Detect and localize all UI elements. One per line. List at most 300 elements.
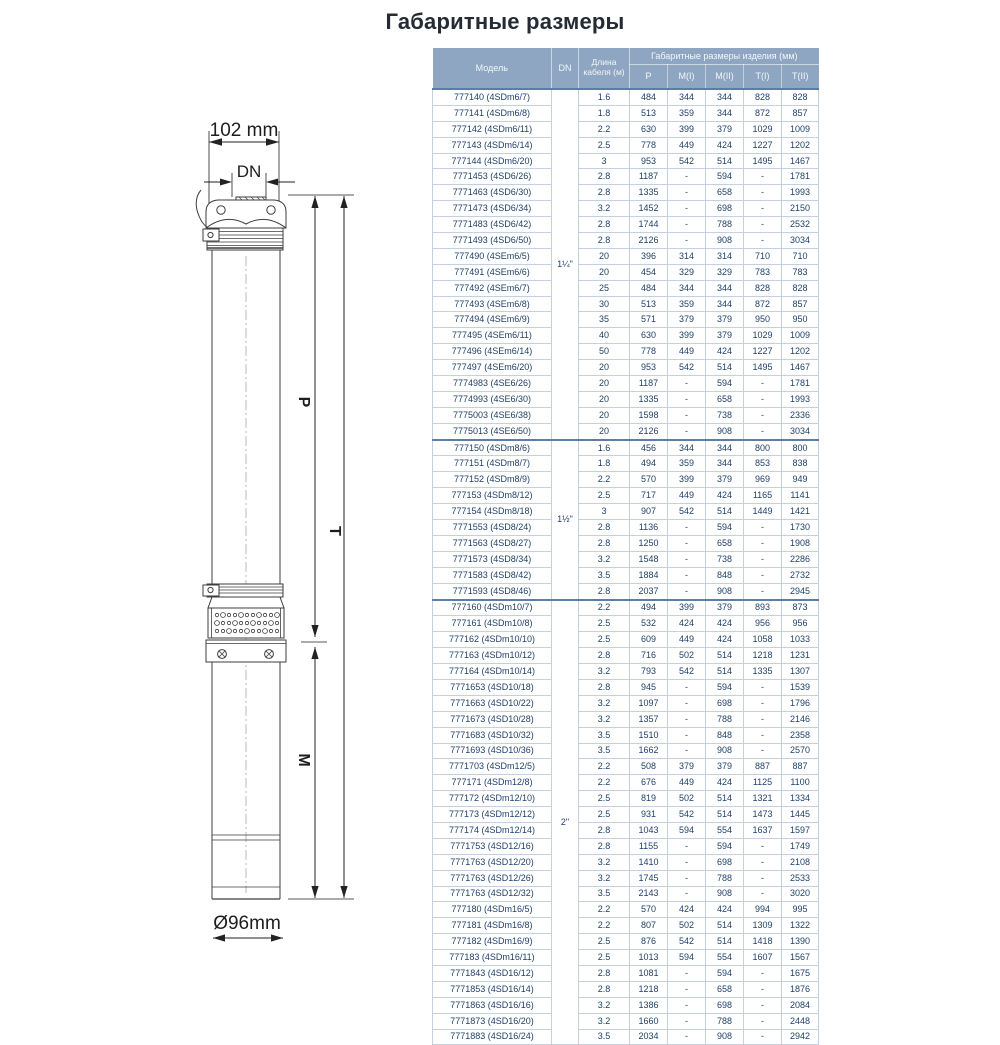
value-cell: -	[668, 567, 706, 583]
value-cell: -	[744, 520, 782, 536]
value-cell: -	[668, 520, 706, 536]
table-row	[433, 169, 819, 185]
model-cell: 777164 (4SDm10/14)	[433, 664, 552, 680]
model-cell: 7771463 (4SD6/30)	[433, 185, 552, 201]
value-cell: 738	[706, 407, 744, 423]
value-cell: 908	[706, 886, 744, 902]
value-cell: 1335	[630, 391, 668, 407]
table-row	[433, 520, 819, 536]
value-cell: 3.5	[579, 743, 630, 759]
value-cell: 1100	[782, 775, 819, 791]
value-cell: 594	[706, 679, 744, 695]
value-cell: 570	[630, 472, 668, 488]
dn-cell: 2"	[552, 600, 579, 1045]
value-cell: 571	[630, 312, 668, 328]
model-cell: 7774993 (4SE6/30)	[433, 391, 552, 407]
value-cell: 873	[782, 600, 819, 616]
value-cell: 424	[706, 344, 744, 360]
table-row	[433, 838, 819, 854]
value-cell: 1029	[744, 121, 782, 137]
value-cell: 1675	[782, 965, 819, 981]
table-row	[433, 280, 819, 296]
table-row	[433, 312, 819, 328]
value-cell: 630	[630, 121, 668, 137]
value-cell: 876	[630, 934, 668, 950]
dn-cell: 1¼"	[552, 89, 579, 440]
value-cell: 908	[706, 1029, 744, 1045]
value-cell: -	[668, 583, 706, 599]
value-cell: 2533	[782, 870, 819, 886]
table-body	[433, 89, 819, 1045]
table-row	[433, 759, 819, 775]
model-cell: 7771493 (4SD6/50)	[433, 233, 552, 249]
value-cell: 554	[706, 950, 744, 966]
value-cell: 379	[706, 312, 744, 328]
value-cell: -	[668, 743, 706, 759]
model-cell: 7771843 (4SD16/12)	[433, 965, 552, 981]
model-cell: 777153 (4SDm8/12)	[433, 488, 552, 504]
value-cell: 800	[744, 440, 782, 456]
value-cell: 848	[706, 727, 744, 743]
value-cell: 3.5	[579, 886, 630, 902]
value-cell: -	[668, 870, 706, 886]
table-row	[433, 902, 819, 918]
value-cell: 857	[782, 296, 819, 312]
value-cell: 20	[579, 376, 630, 392]
value-cell: 609	[630, 632, 668, 648]
value-cell: 399	[668, 121, 706, 137]
value-cell: 379	[706, 328, 744, 344]
value-cell: 1081	[630, 965, 668, 981]
value-cell: 514	[706, 153, 744, 169]
value-cell: 658	[706, 535, 744, 551]
value-cell: 953	[630, 360, 668, 376]
value-cell: 717	[630, 488, 668, 504]
value-cell: 502	[668, 648, 706, 664]
value-cell: -	[744, 679, 782, 695]
value-cell: 3.2	[579, 664, 630, 680]
dimensions-table	[432, 48, 818, 1045]
value-cell: -	[668, 886, 706, 902]
value-cell: 542	[668, 153, 706, 169]
value-cell: 1993	[782, 185, 819, 201]
value-cell: 35	[579, 312, 630, 328]
table-row	[433, 89, 819, 105]
value-cell: 3	[579, 153, 630, 169]
value-cell: 1202	[782, 344, 819, 360]
value-cell: 314	[668, 248, 706, 264]
value-cell: -	[744, 169, 782, 185]
value-cell: 658	[706, 981, 744, 997]
table-row	[433, 616, 819, 632]
model-cell: 777496 (4SEm6/14)	[433, 344, 552, 360]
value-cell: 542	[668, 807, 706, 823]
value-cell: 956	[744, 616, 782, 632]
value-cell: -	[668, 981, 706, 997]
table-row	[433, 679, 819, 695]
value-cell: 1445	[782, 807, 819, 823]
value-cell: 1033	[782, 632, 819, 648]
value-cell: -	[668, 965, 706, 981]
value-cell: 1410	[630, 854, 668, 870]
value-cell: 3.5	[579, 727, 630, 743]
value-cell: 778	[630, 344, 668, 360]
value-cell: 630	[630, 328, 668, 344]
value-cell: 2448	[782, 1013, 819, 1029]
table-row	[433, 472, 819, 488]
value-cell: 2.8	[579, 822, 630, 838]
value-cell: 1187	[630, 169, 668, 185]
value-cell: 1321	[744, 791, 782, 807]
value-cell: 449	[668, 632, 706, 648]
value-cell: 1.8	[579, 456, 630, 472]
value-cell: 1467	[782, 360, 819, 376]
table-row	[433, 201, 819, 217]
value-cell: -	[744, 423, 782, 439]
value-cell: 1749	[782, 838, 819, 854]
model-cell: 777172 (4SDm12/10)	[433, 791, 552, 807]
value-cell: 3034	[782, 233, 819, 249]
value-cell: 2.5	[579, 488, 630, 504]
value-cell: 2.2	[579, 775, 630, 791]
value-cell: 1009	[782, 121, 819, 137]
model-cell: 777151 (4SDm8/7)	[433, 456, 552, 472]
t-dimension-label: T	[326, 526, 343, 536]
value-cell: 514	[706, 918, 744, 934]
model-cell: 7771883 (4SD16/24)	[433, 1029, 552, 1045]
table-row	[433, 456, 819, 472]
value-cell: 783	[782, 264, 819, 280]
table-row	[433, 965, 819, 981]
table-row	[433, 870, 819, 886]
model-cell: 7771873 (4SD16/20)	[433, 1013, 552, 1029]
value-cell: 2037	[630, 583, 668, 599]
value-cell: 2.8	[579, 648, 630, 664]
value-cell: 594	[706, 838, 744, 854]
value-cell: 887	[744, 759, 782, 775]
value-cell: 1597	[782, 822, 819, 838]
value-cell: 969	[744, 472, 782, 488]
value-cell: -	[744, 217, 782, 233]
model-cell: 777141 (4SDm6/8)	[433, 105, 552, 121]
value-cell: 2286	[782, 551, 819, 567]
model-cell: 777180 (4SDm16/5)	[433, 902, 552, 918]
value-cell: -	[744, 695, 782, 711]
value-cell: 1.8	[579, 105, 630, 121]
value-cell: 3034	[782, 423, 819, 439]
value-cell: 2.8	[579, 965, 630, 981]
value-cell: -	[668, 695, 706, 711]
model-cell: 7771483 (4SD6/42)	[433, 217, 552, 233]
value-cell: 1.6	[579, 89, 630, 105]
model-cell: 7771593 (4SD8/46)	[433, 583, 552, 599]
value-cell: 484	[630, 89, 668, 105]
value-cell: 1781	[782, 376, 819, 392]
table-row	[433, 233, 819, 249]
value-cell: 514	[706, 360, 744, 376]
value-cell: 2143	[630, 886, 668, 902]
value-cell: 1250	[630, 535, 668, 551]
table-row	[433, 407, 819, 423]
value-cell: 2.8	[579, 217, 630, 233]
value-cell: 1745	[630, 870, 668, 886]
value-cell: 454	[630, 264, 668, 280]
value-cell: 424	[706, 632, 744, 648]
value-cell: -	[744, 535, 782, 551]
model-cell: 7771693 (4SD10/36)	[433, 743, 552, 759]
table-row	[433, 822, 819, 838]
value-cell: 2.8	[579, 981, 630, 997]
model-cell: 7771853 (4SD16/14)	[433, 981, 552, 997]
value-cell: 532	[630, 616, 668, 632]
value-cell: -	[744, 567, 782, 583]
value-cell: 399	[668, 328, 706, 344]
value-cell: 2358	[782, 727, 819, 743]
table-row	[433, 185, 819, 201]
value-cell: 594	[706, 520, 744, 536]
model-cell: 777162 (4SDm10/10)	[433, 632, 552, 648]
value-cell: 2126	[630, 423, 668, 439]
value-cell: 570	[630, 902, 668, 918]
value-cell: 2.8	[579, 535, 630, 551]
value-cell: 658	[706, 391, 744, 407]
strainer-holes	[215, 613, 280, 634]
value-cell: -	[744, 583, 782, 599]
value-cell: 2.8	[579, 583, 630, 599]
value-cell: 424	[706, 775, 744, 791]
value-cell: 344	[706, 280, 744, 296]
value-cell: 3.2	[579, 711, 630, 727]
value-cell: 828	[744, 280, 782, 296]
value-cell: 2.8	[579, 233, 630, 249]
value-cell: 424	[706, 902, 744, 918]
model-cell: 777161 (4SDm10/8)	[433, 616, 552, 632]
value-cell: 1335	[630, 185, 668, 201]
table-row	[433, 376, 819, 392]
value-cell: 494	[630, 456, 668, 472]
model-cell: 7775013 (4SE6/50)	[433, 423, 552, 439]
value-cell: 314	[706, 248, 744, 264]
model-cell: 777171 (4SDm12/8)	[433, 775, 552, 791]
value-cell: 3.2	[579, 1013, 630, 1029]
value-cell: 1452	[630, 201, 668, 217]
table-row	[433, 153, 819, 169]
dimension-diameter	[213, 934, 283, 941]
value-cell: 2.8	[579, 679, 630, 695]
value-cell: 788	[706, 217, 744, 233]
value-cell: 594	[668, 822, 706, 838]
value-cell: 2.5	[579, 632, 630, 648]
value-cell: 1473	[744, 807, 782, 823]
table-row	[433, 711, 819, 727]
model-cell: 7771763 (4SD12/20)	[433, 854, 552, 870]
value-cell: -	[668, 838, 706, 854]
width-dimension-label: 102 mm	[209, 120, 279, 141]
value-cell: 2.2	[579, 918, 630, 934]
value-cell: -	[668, 1013, 706, 1029]
value-cell: 1097	[630, 695, 668, 711]
value-cell: 676	[630, 775, 668, 791]
value-cell: -	[744, 838, 782, 854]
value-cell: -	[668, 679, 706, 695]
model-cell: 777154 (4SDm8/18)	[433, 504, 552, 520]
value-cell: 1449	[744, 504, 782, 520]
table-row	[433, 391, 819, 407]
model-cell: 7771863 (4SD16/16)	[433, 997, 552, 1013]
value-cell: 329	[706, 264, 744, 280]
value-cell: 359	[668, 105, 706, 121]
value-cell: 379	[668, 759, 706, 775]
model-cell: 7771763 (4SD12/32)	[433, 886, 552, 902]
value-cell: -	[668, 551, 706, 567]
value-cell: 887	[782, 759, 819, 775]
value-cell: 344	[668, 280, 706, 296]
value-cell: -	[744, 185, 782, 201]
value-cell: 1218	[630, 981, 668, 997]
value-cell: 344	[668, 440, 706, 456]
value-cell: 1009	[782, 328, 819, 344]
value-cell: -	[744, 886, 782, 902]
value-cell: -	[744, 407, 782, 423]
value-cell: -	[668, 407, 706, 423]
value-cell: 344	[706, 296, 744, 312]
value-cell: 2150	[782, 201, 819, 217]
value-cell: 344	[706, 440, 744, 456]
value-cell: -	[744, 551, 782, 567]
value-cell: -	[744, 201, 782, 217]
model-cell: 777493 (4SEm6/8)	[433, 296, 552, 312]
value-cell: 20	[579, 391, 630, 407]
value-cell: 2.5	[579, 807, 630, 823]
value-cell: 2.2	[579, 759, 630, 775]
value-cell: 1029	[744, 328, 782, 344]
table-row	[433, 248, 819, 264]
column-header-m1: M(I)	[668, 65, 706, 90]
value-cell: 484	[630, 280, 668, 296]
column-header-t2: T(II)	[782, 65, 819, 90]
value-cell: 20	[579, 407, 630, 423]
model-cell: 777490 (4SEm6/5)	[433, 248, 552, 264]
value-cell: 1495	[744, 153, 782, 169]
value-cell: 329	[668, 264, 706, 280]
table-row	[433, 535, 819, 551]
value-cell: 20	[579, 264, 630, 280]
value-cell: 20	[579, 360, 630, 376]
value-cell: 1.6	[579, 440, 630, 456]
table-row	[433, 950, 819, 966]
value-cell: 2.5	[579, 950, 630, 966]
value-cell: -	[668, 217, 706, 233]
column-header-p: P	[630, 65, 668, 90]
value-cell: 698	[706, 854, 744, 870]
value-cell: -	[744, 727, 782, 743]
value-cell: 1876	[782, 981, 819, 997]
value-cell: 344	[706, 105, 744, 121]
table-row	[433, 918, 819, 934]
value-cell: 1141	[782, 488, 819, 504]
value-cell: 594	[706, 965, 744, 981]
value-cell: 40	[579, 328, 630, 344]
value-cell: -	[744, 997, 782, 1013]
model-cell: 7771453 (4SD6/26)	[433, 169, 552, 185]
value-cell: 2.2	[579, 472, 630, 488]
table-row	[433, 105, 819, 121]
value-cell: 819	[630, 791, 668, 807]
value-cell: 738	[706, 551, 744, 567]
model-cell: 777183 (4SDm16/11)	[433, 950, 552, 966]
model-cell: 777143 (4SDm6/14)	[433, 137, 552, 153]
value-cell: 359	[668, 456, 706, 472]
value-cell: 3.2	[579, 551, 630, 567]
model-cell: 777173 (4SDm12/12)	[433, 807, 552, 823]
table-row	[433, 217, 819, 233]
model-cell: 777495 (4SEm6/11)	[433, 328, 552, 344]
pump-outline	[196, 190, 286, 899]
model-cell: 777181 (4SDm16/8)	[433, 918, 552, 934]
value-cell: -	[668, 201, 706, 217]
model-cell: 7771553 (4SD8/24)	[433, 520, 552, 536]
table-row	[433, 504, 819, 520]
value-cell: 2126	[630, 233, 668, 249]
value-cell: 399	[668, 472, 706, 488]
value-cell: 2146	[782, 711, 819, 727]
value-cell: 1993	[782, 391, 819, 407]
table-row	[433, 807, 819, 823]
value-cell: 1218	[744, 648, 782, 664]
value-cell: 1730	[782, 520, 819, 536]
value-cell: 379	[706, 472, 744, 488]
table-row	[433, 791, 819, 807]
value-cell: 1539	[782, 679, 819, 695]
value-cell: 542	[668, 664, 706, 680]
value-cell: 379	[706, 759, 744, 775]
value-cell: 1309	[744, 918, 782, 934]
model-cell: 777163 (4SDm10/12)	[433, 648, 552, 664]
value-cell: 1781	[782, 169, 819, 185]
value-cell: 1607	[744, 950, 782, 966]
value-cell: 788	[706, 711, 744, 727]
model-cell: 777494 (4SEm6/9)	[433, 312, 552, 328]
value-cell: 716	[630, 648, 668, 664]
value-cell: 359	[668, 296, 706, 312]
value-cell: 379	[706, 600, 744, 616]
value-cell: 2.2	[579, 902, 630, 918]
model-cell: 7775003 (4SE6/38)	[433, 407, 552, 423]
value-cell: -	[744, 870, 782, 886]
value-cell: 424	[668, 902, 706, 918]
model-cell: 777174 (4SDm12/14)	[433, 822, 552, 838]
value-cell: 2084	[782, 997, 819, 1013]
value-cell: -	[668, 376, 706, 392]
value-cell: 1334	[782, 791, 819, 807]
value-cell: 893	[744, 600, 782, 616]
value-cell: 848	[706, 567, 744, 583]
value-cell: 2.2	[579, 600, 630, 616]
value-cell: 494	[630, 600, 668, 616]
value-cell: 828	[744, 89, 782, 105]
value-cell: 710	[744, 248, 782, 264]
table-row	[433, 423, 819, 439]
value-cell: 424	[706, 616, 744, 632]
value-cell: 1660	[630, 1013, 668, 1029]
model-cell: 7771763 (4SD12/26)	[433, 870, 552, 886]
table-row	[433, 632, 819, 648]
value-cell: 1796	[782, 695, 819, 711]
value-cell: 1548	[630, 551, 668, 567]
value-cell: 3.5	[579, 1029, 630, 1045]
value-cell: 513	[630, 105, 668, 121]
pump-technical-drawing	[140, 100, 400, 960]
